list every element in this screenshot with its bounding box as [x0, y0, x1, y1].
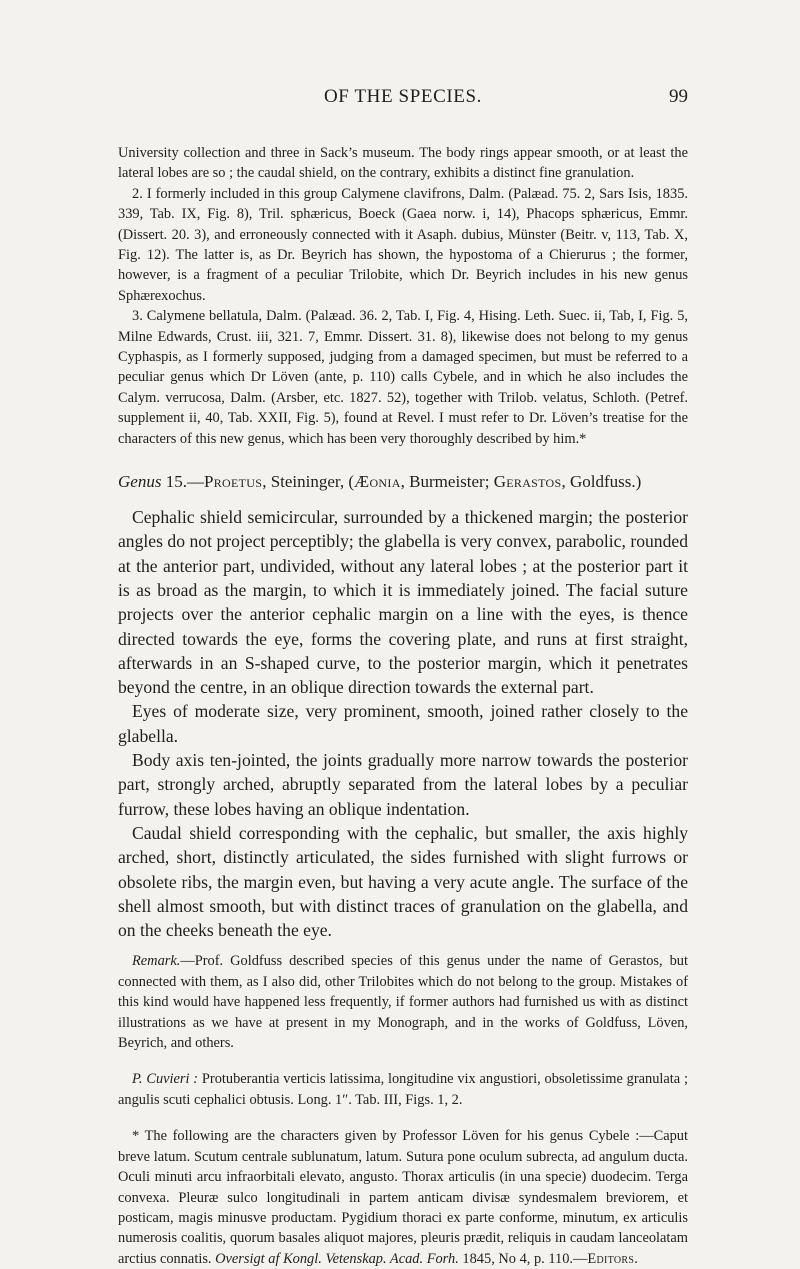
remark-paragraph	[118, 951, 688, 1053]
spacer	[118, 942, 688, 951]
remark-label: Remark.	[132, 953, 181, 970]
page-body	[118, 143, 688, 1269]
caudal-shield-paragraph: Caudal shield corresponding with the cephalic, but smaller, the axis highly arched, short, distinctly articulated, the sides furnished with slight furrows or obsolete ribs, the margin even, but having a very acute angle. The surface of the shell almost smooth, but with distinct traces of granulation on the glabella, and on the cheeks beneath the eye.	[118, 822, 688, 941]
body-axis-paragraph: Body axis ten-jointed, the joints gradually more narrow towards the posterior part, strongly arched, abruptly separated from the lateral lobes by a peculiar furrow, these lobes having an oblique indentation.	[118, 750, 688, 819]
eyes-paragraph: Eyes of moderate size, very prominent, smooth, joined rather closely to the glabella.	[118, 701, 688, 746]
cephalic-shield-paragraph: Cephalic shield semicircular, surrounded by a thickened margin; the posterior angles do not project perceptibly; the glabella is very convex, parabolic, rounded at the anterior part, undivided, without any lateral lobes ; at the posterior part it is as broad as the margin, to which it is immediately joined. The facial suture projects over the anterior cephalic margin on a line with the eyes, is thence directed towards the eye, forms the covering plate, and runs at first straight, afterwards in an S-shaped curve, to the posterior margin, which it penetrates beyond the centre, in an oblique direction towards the external part.	[118, 507, 688, 698]
spacer	[118, 1053, 688, 1069]
genus-authors: , Steininger, (	[262, 472, 355, 492]
running-head: OF THE SPECIES.	[323, 86, 483, 107]
genus-name: Proetus	[203, 472, 263, 492]
intro-paragraph-2: 2. I formerly included in this group Calymene clavifrons, Dalm. (Palæad. 75. 2, Sars Isis, 1835. 339, Tab. IX, Fig. 8), Tril. sphæricus, Boeck (Gaea norw. i, 14), Phacops sphæricus, Emmr. (Dissert. 20. 3), and erroneously connected with it Asaph. dubius, Münster (Beitr. v, 113, Tab. X, Fig. 12). The latter is, as Dr. Beyrich has shown, the hypostoma of a Chierurus ; the former, however, is a fragment of a peculiar Trilobite, which Dr. Beyrich includes in his new genus Sphærexochus.	[118, 185, 688, 304]
synonym-aeonia-author: , Burmeister;	[400, 472, 494, 492]
genus-label: Genus	[118, 472, 162, 492]
genus-number: 15.—	[165, 472, 204, 492]
synonym-gerastos: Gerastos	[493, 472, 562, 492]
synonym-gerastos-author: , Goldfuss.)	[561, 472, 642, 492]
species-diagnosis: Protuberantia verticis latissima, longitudine vix angustiori, obsoletissime granulata ; angulis scuti cephalici obtusis. Long. 1″. Tab. III, Figs. 1, 2.	[118, 1071, 688, 1108]
intro-paragraph-3: 3. Calymene bellatula, Dalm. (Palæad. 36. 2, Tab. I, Fig. 4, Hising. Leth. Suec. ii, Tab, I, Fig. 5, Milne Edwards, Crust. iii, 321. 7, Emmr. Dissert. 31. 8), likewise does not belong to my genus Cyphaspis, as I formerly supposed, judging from a damaged specimen, but must be referred to a peculiar genus which Dr Löven (ante, p. 110) calls Cybele, and in which he also includes the Calym. verrucosa, Dalm. (Arsber, etc. 1827. 52), together with Trilob. velatus, Schloth. (Petref. supplement ii, 40, Tab. XXII, Fig. 5), found at Revel. I must refer to Dr. Löven’s treatise for the characters of this new genus, which has been very thoroughly described by him.*	[118, 308, 688, 447]
footnote	[118, 1126, 688, 1269]
page-header	[118, 86, 688, 116]
synonym-aeonia: Æonia	[354, 472, 401, 492]
footnote-text: * The following are the characters given by Professor Löven for his genus Cybele :—Caput breve latum. Scutum centrale sublunatum, latum. Sutura pone oculum subrecta, ad angulum ducta. Oculi minuti arcu infraorbitali elevato, angusto. Thorax articulis (in una specie) duodecim. Terga convexa. Pleuræ sulco longitudinali in partem anticam divisæ syndesmalem breviorem, et posticam, magis minusve productam. Pygidium thoraci ex parte conforme, minutum, ex articulis numerosis coalitis, quorum basales aliquot majores, pleuris prædit, reliquis in caudam lanceolatam arctius connatis.	[118, 1128, 688, 1267]
species-paragraph	[118, 1069, 688, 1110]
footnote-citation: 1845, No 4, p. 110.—	[458, 1250, 588, 1267]
page-number: 99	[669, 86, 688, 107]
genus-heading	[118, 470, 688, 494]
intro-paragraph-1: University collection and three in Sack’s museum. The body rings appear smooth, or at least the lateral lobes are so ; the caudal shield, on the contrary, exhibits a distinct fine granulation.	[118, 145, 688, 182]
footnote-editors: Editors.	[587, 1250, 639, 1267]
footnote-source: Oversigt af Kongl. Vetenskap. Acad. Forh.	[215, 1250, 459, 1267]
remark-text: —Prof. Goldfuss described species of this genus under the name of Gerastos, but connected with them, as I also did, other Trilobites which do not belong to the group. Mistakes of this kind would have happened less frequently, if former authors had furnished us with as distinct illustrations as we have at present in my Monograph, and in the works of Goldfuss, Löven, Beyrich, and others.	[118, 953, 688, 1052]
species-name: P. Cuvieri :	[132, 1071, 199, 1088]
